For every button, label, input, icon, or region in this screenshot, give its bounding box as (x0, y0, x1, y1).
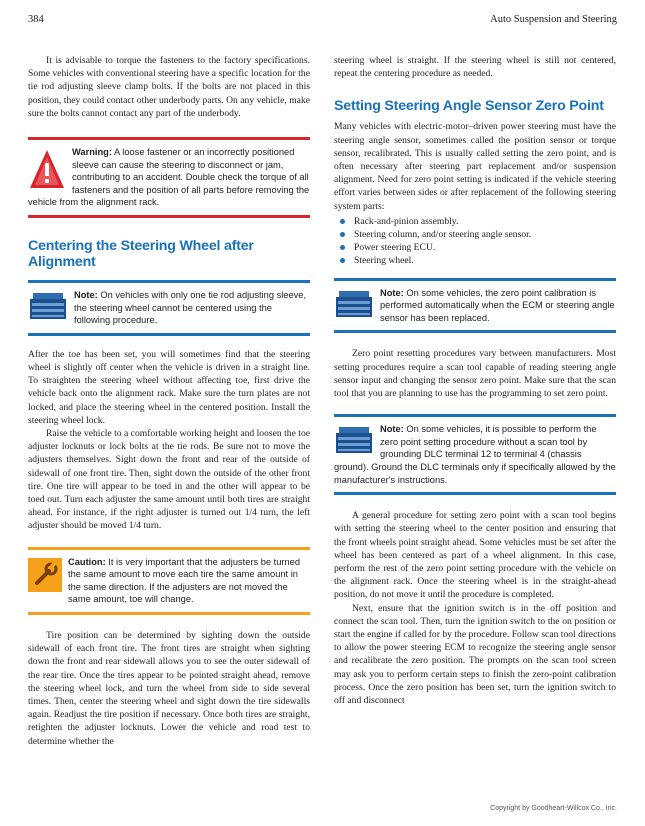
running-header: Auto Suspension and Steering (490, 14, 617, 25)
caution-label: Caution: (68, 556, 106, 567)
left-column (28, 54, 310, 748)
section-heading: Centering the Steering Wheel after Alignment (28, 237, 254, 270)
warning-icon (28, 148, 66, 190)
right-column (334, 54, 616, 707)
warning-box (28, 137, 310, 218)
list-item: Rack-and-pinion assembly. (348, 215, 616, 228)
list-item: Power steering ECU. (348, 241, 616, 254)
parts-list (334, 215, 616, 268)
toolbox-icon (334, 289, 374, 319)
warning-text: A loose fastener or an incorrectly positioned sleeve can cause the steering to disconnect or jam, contributing to an accident. Double check the torque of all fasteners and the position of all parts before removing the vehicle from the alignment rack. (28, 147, 310, 208)
paragraph: A general procedure for setting zero point with a scan tool begins with setting the steering wheel to the center position and ensuring that the front wheels point straight ahead. Some vehicles must be set after the wheel has been centered as part of a wheel alignment. In this case, perform the rest of the zero point setting procedure with the vehicle on the alignment rack. Once the steering wheel is in the straight-ahead position, do not move it until the procedure is completed. (334, 510, 616, 601)
copyright-footer: Copyright by Goodheart-Willcox Co., Inc. (490, 805, 617, 812)
caution-box (28, 547, 310, 615)
note-box (334, 278, 616, 334)
list-item: Steering wheel. (348, 254, 616, 267)
paragraph: Zero point resetting procedures vary between manufacturers. Most setting procedures require a scan tool capable of reading steering angle sensor input and changing the sensor zero point. Make sure that the scan tool that you are planning to use has the programming to set zero point. (334, 348, 616, 400)
paragraph: Next, ensure that the ignition switch is in the off position and connect the scan tool. Then, turn the ignition switch to the on position or start the engine if called for by the procedure. Follow scan tool directions to allow the power steering ECM to recognize the steering angle sensor and recalibrate the zero position. The prompts on the scan tool screen may ask you to perform certain steps to finish the zero-point calibration process. Once the zero position has been set, turn the ignition switch to off and disconnect (334, 602, 616, 707)
list-item: Steering column, and/or steering angle sensor. (348, 228, 616, 241)
note-box (28, 280, 310, 336)
paragraph: steering wheel is straight. If the steering wheel is still not centered, repeat the centering procedure as needed. (334, 55, 616, 80)
section-heading: Setting Steering Angle Sensor Zero Point (334, 98, 604, 115)
toolbox-icon (28, 291, 68, 321)
paragraph: Many vehicles with electric-motor–driven power steering must have the steering angle sensor, sometimes called the position sensor or torque sensor, recalibrated. This is usually called setting the zero point, and is often necessary after steering part replacement and/or suspension alignment. Need for zero point setting is indicated if the vehicle steering effort varies between sides or after replacement of the following steering system parts: (334, 121, 616, 212)
page-number: 384 (28, 14, 44, 25)
note-label: Note: (74, 289, 98, 300)
note-text: On some vehicles, the zero point calibration is performed automatically when the ECM or steering angle sensor has been replaced. (380, 287, 615, 323)
note-text: On some vehicles, it is possible to perform the zero point setting procedure without a scan tool by grounding DLC terminal 12 to terminal 4 (chassis ground). Ground the DLC terminals only if specifically allowed by the manufacturer's instructions. (334, 424, 616, 485)
toolbox-icon (334, 425, 374, 455)
note-label: Note: (380, 424, 404, 435)
note-box (334, 414, 616, 495)
note-text: On vehicles with only one tie rod adjusting sleeve, the steering wheel cannot be centered using the following procedure. (74, 289, 307, 326)
wrench-icon (28, 558, 62, 592)
paragraph: Tire position can be determined by sighting down the outside sidewall of each front tire. The front tires are straight when sighting down the front and rear sidewall allows you to see the outer sidewall of the rear tire. Once the tires appear to be pointed straight ahead, remove the steering wheel lock, and turn the wheel from side to side several times. Then, center the steering wheel and sight down the tire sidewalls again. Readjust the tire position if necessary. Once both tires are straight, retighten the adjuster locknuts. Lower the vehicle and road test to determine whether the (28, 629, 310, 747)
warning-label: Warning: (72, 147, 112, 158)
note-label: Note: (380, 287, 404, 298)
paragraph: After the toe has been set, you will sometimes find that the steering wheel is slightly off center when the vehicle is driven in a straight line. To straighten the steering wheel without affecting toe, first drive the vehicle back onto the alignment rack. Make sure the turn plates are not locked, and place the steering wheel in the centered position. Install the steering wheel lock. (28, 348, 310, 426)
paragraph: It is advisable to torque the fasteners to the factory specifications. Some vehicles with conventional steering have a specific location for the tie rod adjusting sleeve clamp bolts. If the bolts are not placed in this position, they could contact other underbody parts. On any vehicle, make sure the bolts cannot contact any part of the underbody. (28, 55, 310, 119)
caution-text: It is very important that the adjusters be turned the same amount to move each tire the same amount in the same direction. If the adjusters are not moved the same amount, toe will change. (68, 556, 301, 605)
paragraph: Raise the vehicle to a comfortable working height and loosen the toe adjuster locknuts or lock bolts at the tie rods. Be sure not to move the adjusters themselves. Sight down the front and rear of the outside of sidewall of one front tire. Then, sight down the outside of the other front tire. One tire will appear to be toed in and the other will appear to be toed out. Turn each adjuster the same amount until both tires are straight ahead. For instance, if the right adjuster is turned out 1/4 turn, the left adjuster should be moved 1/4 turn. (28, 427, 310, 532)
